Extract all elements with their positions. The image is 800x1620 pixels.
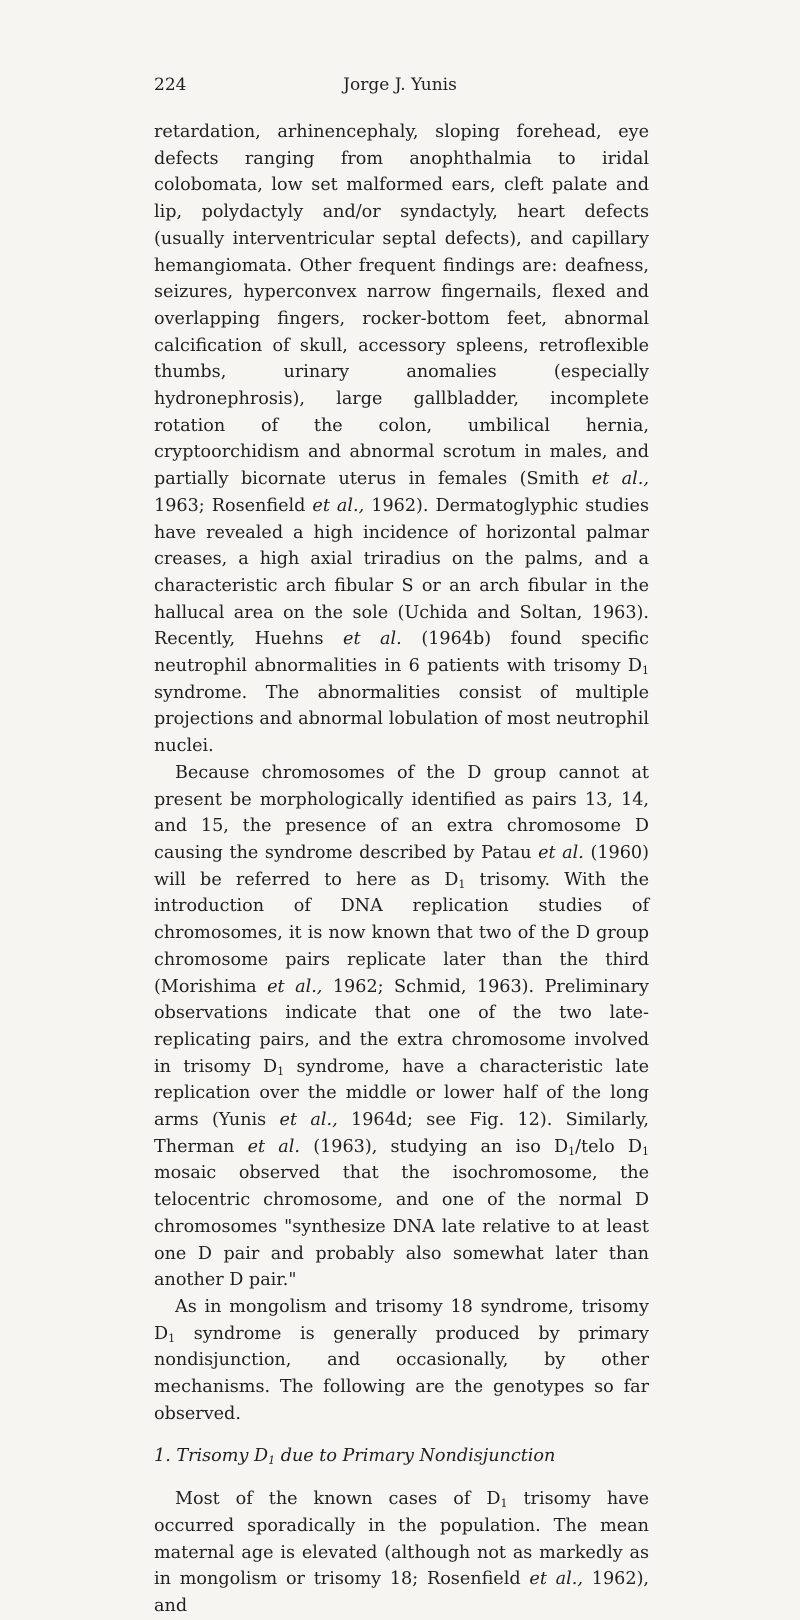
text-run: As in mongolism and trisomy 18 syndrome, trisomy D — [154, 1296, 649, 1344]
citation-etal: et al. — [538, 842, 584, 863]
citation-etal: et al., — [529, 1569, 583, 1590]
text-run: 1964d; see Fig. 12). Similarly, Therman — [154, 1110, 649, 1157]
subscript: 1 — [642, 1144, 650, 1158]
heading-text: 1. Trisomy D — [154, 1446, 269, 1467]
running-title-author: Jorge J. Yunis — [343, 75, 457, 95]
text-run: syndrome is generally produced by primary nondisjunction, and occasionally, by other mechanisms. The following are the genotypes so far observed. — [154, 1323, 649, 1424]
text-run: syndrome. The abnormalities consist of multiple projections and abnormal lobulation of most neutrophil nuclei. — [154, 682, 649, 757]
paragraph-mongolism — [154, 1294, 649, 1428]
text-run: 1963; Rosenfield — [154, 495, 306, 516]
citation-etal: et al. — [247, 1136, 300, 1157]
section-heading — [154, 1443, 649, 1470]
text-run: 1962). Dermatoglyphic studies have revealed a high incidence of horizontal palmar creases, a high axial triradius on the palms, and a characteristic arch fibular S or an arch fibular in the hallucal area on the sole (Uchida and Soltan, 1963). Recently, Huehns — [154, 495, 649, 650]
running-head — [154, 75, 646, 99]
subscript: 1 — [568, 1144, 576, 1158]
heading-text: due to Primary Nondisjunction — [280, 1446, 556, 1467]
page-number: 224 — [154, 75, 187, 95]
text-run: trisomy have occurred sporadically in the population. The mean maternal age is elevated (although not as markedly as in mongolism or trisomy 18; Rosenfield — [154, 1489, 649, 1590]
text-run: 1962), and — [154, 1569, 650, 1616]
text-run: (1963), studying an iso D — [313, 1136, 569, 1157]
text-run: trisomy. With the introduction of DNA replication studies of chromosomes, it is now known that two of the D group chromosome pairs replicate later than the third (Morishima — [154, 869, 650, 997]
citation-etal: et al., — [279, 1110, 338, 1131]
paragraph-continuation — [154, 119, 649, 760]
citation-etal: et al., — [591, 469, 649, 490]
subscript: 1 — [277, 1064, 285, 1078]
subscript: 1 — [268, 1454, 276, 1468]
subscript: 1 — [458, 877, 466, 891]
body-text — [154, 119, 649, 1620]
paragraph-d-group — [154, 760, 649, 1294]
text-run: Because chromosomes of the D group cannot at present be morphologically identified as pairs 13, 14, and 15, the presence of an extra chromosome D causing the syndrome described by Patau — [154, 762, 649, 863]
text-run: syndrome, have a characteristic late replication over the middle or lower half of the long arms (Yunis — [154, 1056, 649, 1131]
text-run: Most of the known cases of D — [175, 1489, 501, 1510]
subscript: 1 — [500, 1497, 508, 1511]
citation-etal: et al., — [267, 976, 323, 997]
text-run: retardation, arhinencephaly, sloping forehead, eye defects ranging from anophthalmia to iridal colobomata, low set malformed ears, cleft palate and lip, polydactyly and/or syndactyly, heart defects (usually interventricular septal defects), and capillary hemangiomata. Other frequent findings are: deafness, seizures, hyperconvex narrow fingernails, flexed and overlapping fingers, rocker-bottom feet, abnormal calcification of skull, accessory spleens, retroflexible thumbs, urinary anomalies (especially hydronephrosis), large gallbladder, incomplete rotation of the colon, umbilical hernia, cryptoorchidism and abnormal scrotum in males, and partially bicornate uterus in females (Smith — [154, 122, 649, 490]
subscript: 1 — [168, 1331, 176, 1345]
text-run: (1960) will be referred to here as D — [154, 842, 649, 890]
text-run: /telo D — [575, 1136, 643, 1157]
citation-etal: et al. — [343, 629, 402, 650]
subscript: 1 — [642, 664, 649, 678]
citation-etal: et al., — [312, 495, 365, 516]
text-run: 1962; Schmid, 1963). Preliminary observations indicate that one of the two late-replicating pairs, and the extra chromosome involved in trisomy D — [154, 976, 649, 1077]
text-run: (1964b) found specific neutrophil abnormalities in 6 patients with trisomy D — [154, 629, 649, 677]
text-run: mosaic observed that the isochromosome, the telocentric chromosome, and one of the normal D chromosomes "synthesize DNA late relative to at least one D pair and probably also somewhat later than another D pair." — [154, 1163, 649, 1291]
paragraph-known-cases — [154, 1486, 649, 1620]
